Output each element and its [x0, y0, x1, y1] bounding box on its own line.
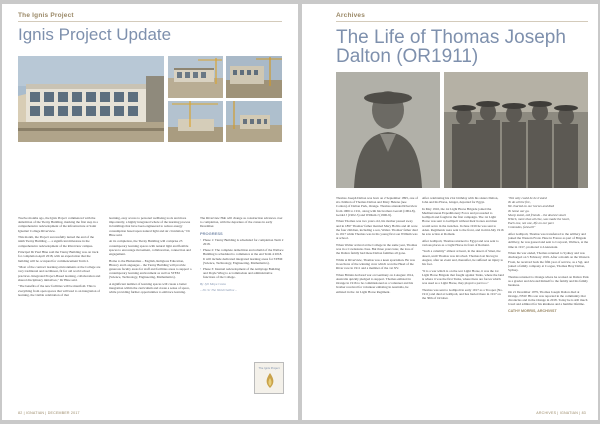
right-page: [302, 4, 598, 420]
construction-photo: [226, 56, 282, 98]
paragraph: "Most of the contract learning environments at the College are very traditional and rectilinear, fit for old world school practices. Integrated Project-Based learning, collaboration and shared disciplinary initiatives," Dr Hine said.: [18, 265, 101, 282]
section-rule: [336, 21, 588, 22]
article-column-2: [422, 196, 504, 404]
article-column-3: [200, 216, 284, 356]
paragraph: At its completion, the Tierny Building will comprise 23 contemporary learning spaces with natural light and flexible spaces to encourage movement, collaboration, connection and engagement.: [109, 239, 191, 257]
paragraph: This month, the Project successfully turned the end of the ninth Tierny Building — a significant milestone in the comprehensive redevelopment of the Riverview campus.: [18, 235, 94, 248]
flame-icon: [255, 370, 285, 392]
list-item: • Phase 3: Internal redevelopment of the Armytage Building and Doyle Wing to accommodate and administrative functions of the College.: [200, 267, 284, 280]
left-page: [2, 4, 298, 420]
paragraph: "The benefits of the new facilities will be manifold. This is everything from open spaces that will lead to an integration of learning, the visible celebration of that: [18, 284, 101, 297]
page-footer: 82 | IGNATIAN | DECEMBER 2017: [18, 411, 80, 415]
paragraph: Thomas Joseph Dalton was born on 2 September 1895, one of six children of Thomas Dalton and Mary Helena (nee Conlon) of Dalton Park, Orange. Thomas attended Riverview from 1906 to 1911, along with his brothers Gerald (1904-8), Gerald J (1902-5) and William J (1906-9).: [336, 196, 418, 217]
paragraph: On 21 December 1979, Thomas Joseph Dalton died at Orange, NSW. His son was reported in the community that chronicles and in the Orange in 2018. Today he is still much loved and admired for his kindness and a humble lifetime.: [508, 289, 588, 307]
ignis-project-logo: [254, 362, 284, 394]
logo-text: The Ignis Project: [258, 366, 280, 370]
signoff: – Dr. Sr The Wold Outline –: [200, 288, 237, 293]
page-title: The Life of Thomas Joseph Dalton (OR1911): [336, 27, 566, 68]
article-column-2: [109, 216, 192, 404]
list-item: • Phase 2: The complete demolition and rebuild of the Wallace Building is scheduled to commence at the end Term 4 2018. It will include dedicated integrated learning areas for STEM (Science, Technology, Engineering, Mathematics).: [200, 248, 284, 265]
page-footer: ARCHIVES | IGNATIAN | 83: [536, 411, 586, 415]
portrait-photo: [336, 72, 440, 188]
crane-photo: [226, 101, 282, 142]
paragraph: In May 1916, the 1st Light Horse Brigade joined the Mediterranean Expeditionary Force and proceeded to Gallipoli and fought in the first campaign. The 1st Light Horse was sent to Gallipoli without their horses and men would serve in the trenches. In June 1916 he was sent to Aden. Regiments were sent to the front, and in mid-July 1916 he saw action at Romani.: [422, 206, 504, 237]
crane-photo: [168, 101, 223, 142]
paragraph: A significant number of learning spaces will create a better integration within the curriculum and create a sense of space, while providing further opportunities to embrace learning.: [109, 282, 190, 295]
construction-photo: [168, 56, 223, 98]
paragraph: When the war ended, Thomas returned to Sydney and was discharged on 5 February 1919. After a month on the Western Front, he received back the fifth year of service, as a Sgt, and joined a family company at Coogee, Thomas Bray Dalton, Sydney.: [508, 251, 590, 273]
paragraph: learning, easy access to personal wellbeing tools and more importantly, a highly integrated whole of the learning process in buildings that have been engineered to reduce energy consumption based upon natural light and air circulation," Dr Hine said.: [109, 216, 191, 237]
list-item: • Phase 1: Tierny Building is scheduled for completion Term 2 2018.: [200, 238, 284, 246]
poem: "Not only could he be trusted To do all the fire, We charted on our horses and died To home our go. Sharp metal, old friends – the dearest smart Which, more than all else, was made the heart, Each one, not one, life on our part. Comrades, farewell": [508, 196, 570, 230]
byline: By Jyll Moya Costa: [200, 281, 226, 286]
progress-list: [200, 238, 284, 280]
paragraph: Principal Dr Paul Hine said the Tierny Building was on track for completion April 2018, with an expectation that the building will be occupied for commencement Term 2.: [18, 250, 99, 263]
soldiers-group-photo: [444, 72, 588, 188]
section-rule: [18, 21, 282, 22]
section-label: The Ignis Project: [18, 12, 74, 19]
paragraph: When Walter arrived at the College in the same year, Thomas was in a Cowlesians class. But three years later, the loss of the Dalton family had these Dalton families all gone.: [336, 242, 418, 256]
author-credit: CATHY MORRIS, ARCHIVIST: [508, 308, 557, 313]
paragraph: When Britain declared war on Germany on 4 August 1914, Australia quickly pledged to support. Thomas enlisted in Orange in 1916 to be commissioned as a volunteer and his brother received for volunteer enlisting in Australia, he enlisted in the 1st Light Horse Regiment.: [336, 272, 414, 294]
paragraph: After celebrating his 21st birthday with his sisters Dalton, John and his Horse, Ginger, departed for Egypt.: [422, 196, 499, 205]
article-column-1: [18, 216, 101, 404]
paragraph: While at Riverview, Thomas was a keen sportsman. He was in sections of the winning crew which won the Head of the River race in 1911 and a member of the 1st XV.: [336, 257, 415, 271]
article-column-1: [336, 196, 418, 404]
building-photo: [18, 56, 164, 142]
paragraph: After Gallipoli, Thomas was transferred to the artillery and joined the Western Front. Here in France as part of Brigade Artillery, he was gassed and sent to Corporal, Wallace, at the time in 1917, promoted to Lieutenant.: [508, 232, 589, 249]
paragraph: When Thomas was two years old, his mother passed away and in 1897 Thomas' father married Mary Hobbs and all were the four children, including a son, Walter. Thomas' father died in 1917 while Thomas was in his young first son William was at school.: [336, 219, 418, 241]
paragraph: Thomas was sent to Gallipoli in early 1917 as a Trooper (No. 1911) and died at Gallipoli, and lies buried there in 1917 on the 30th of October.: [422, 287, 503, 301]
paragraph: Thomas returned to Orange where he worked on Dalton Park as a grazier and devoted himself to the family and his family business.: [508, 274, 589, 288]
progress-heading: PROGRESS: [200, 230, 223, 236]
paragraph: Home to the Humanities – English, Religious Education, History and Languages – the Tierny Building will provide generous faculty areas for staff and facilities areas to support a contemporary learning environment as well as STEM (Science, Technology, Engineering, Mathematics).: [109, 258, 192, 280]
paragraph: "Such a calamity" almost at heart, in the desert of Sinai, the desert, until Thomas was involved. Thomas lost his leg in August, after an event and, thereafter, he suffered an injury to his foot.: [422, 249, 504, 267]
paragraph: "It is a war which is on the wet Light Horse, it was the 1st Light Horse Brigade that fought against Turks, where the land is where it was the first Turks, where there are forces which was used as a Light Horse, they played a part too.": [422, 268, 504, 286]
section-label: Archives: [336, 12, 366, 19]
page-title: Ignis Project Update: [18, 25, 172, 44]
paragraph: Twelve months ago, the Ignis Project commenced with the demolition of the Tierny Building, marking the first step in a comprehensive redevelopment of the infrastructure at Saint Ignatius' College Riverview.: [18, 216, 98, 233]
article-column-3: [508, 196, 590, 404]
paragraph: The Riverview Hub will change as construction advances over to completion, with the departure of the cranes in early December.: [200, 216, 283, 229]
paragraph: After Gallipoli, Thomas returned to Egypt and was sent to various places as a Light Horse in front of Romani.: [422, 238, 499, 247]
